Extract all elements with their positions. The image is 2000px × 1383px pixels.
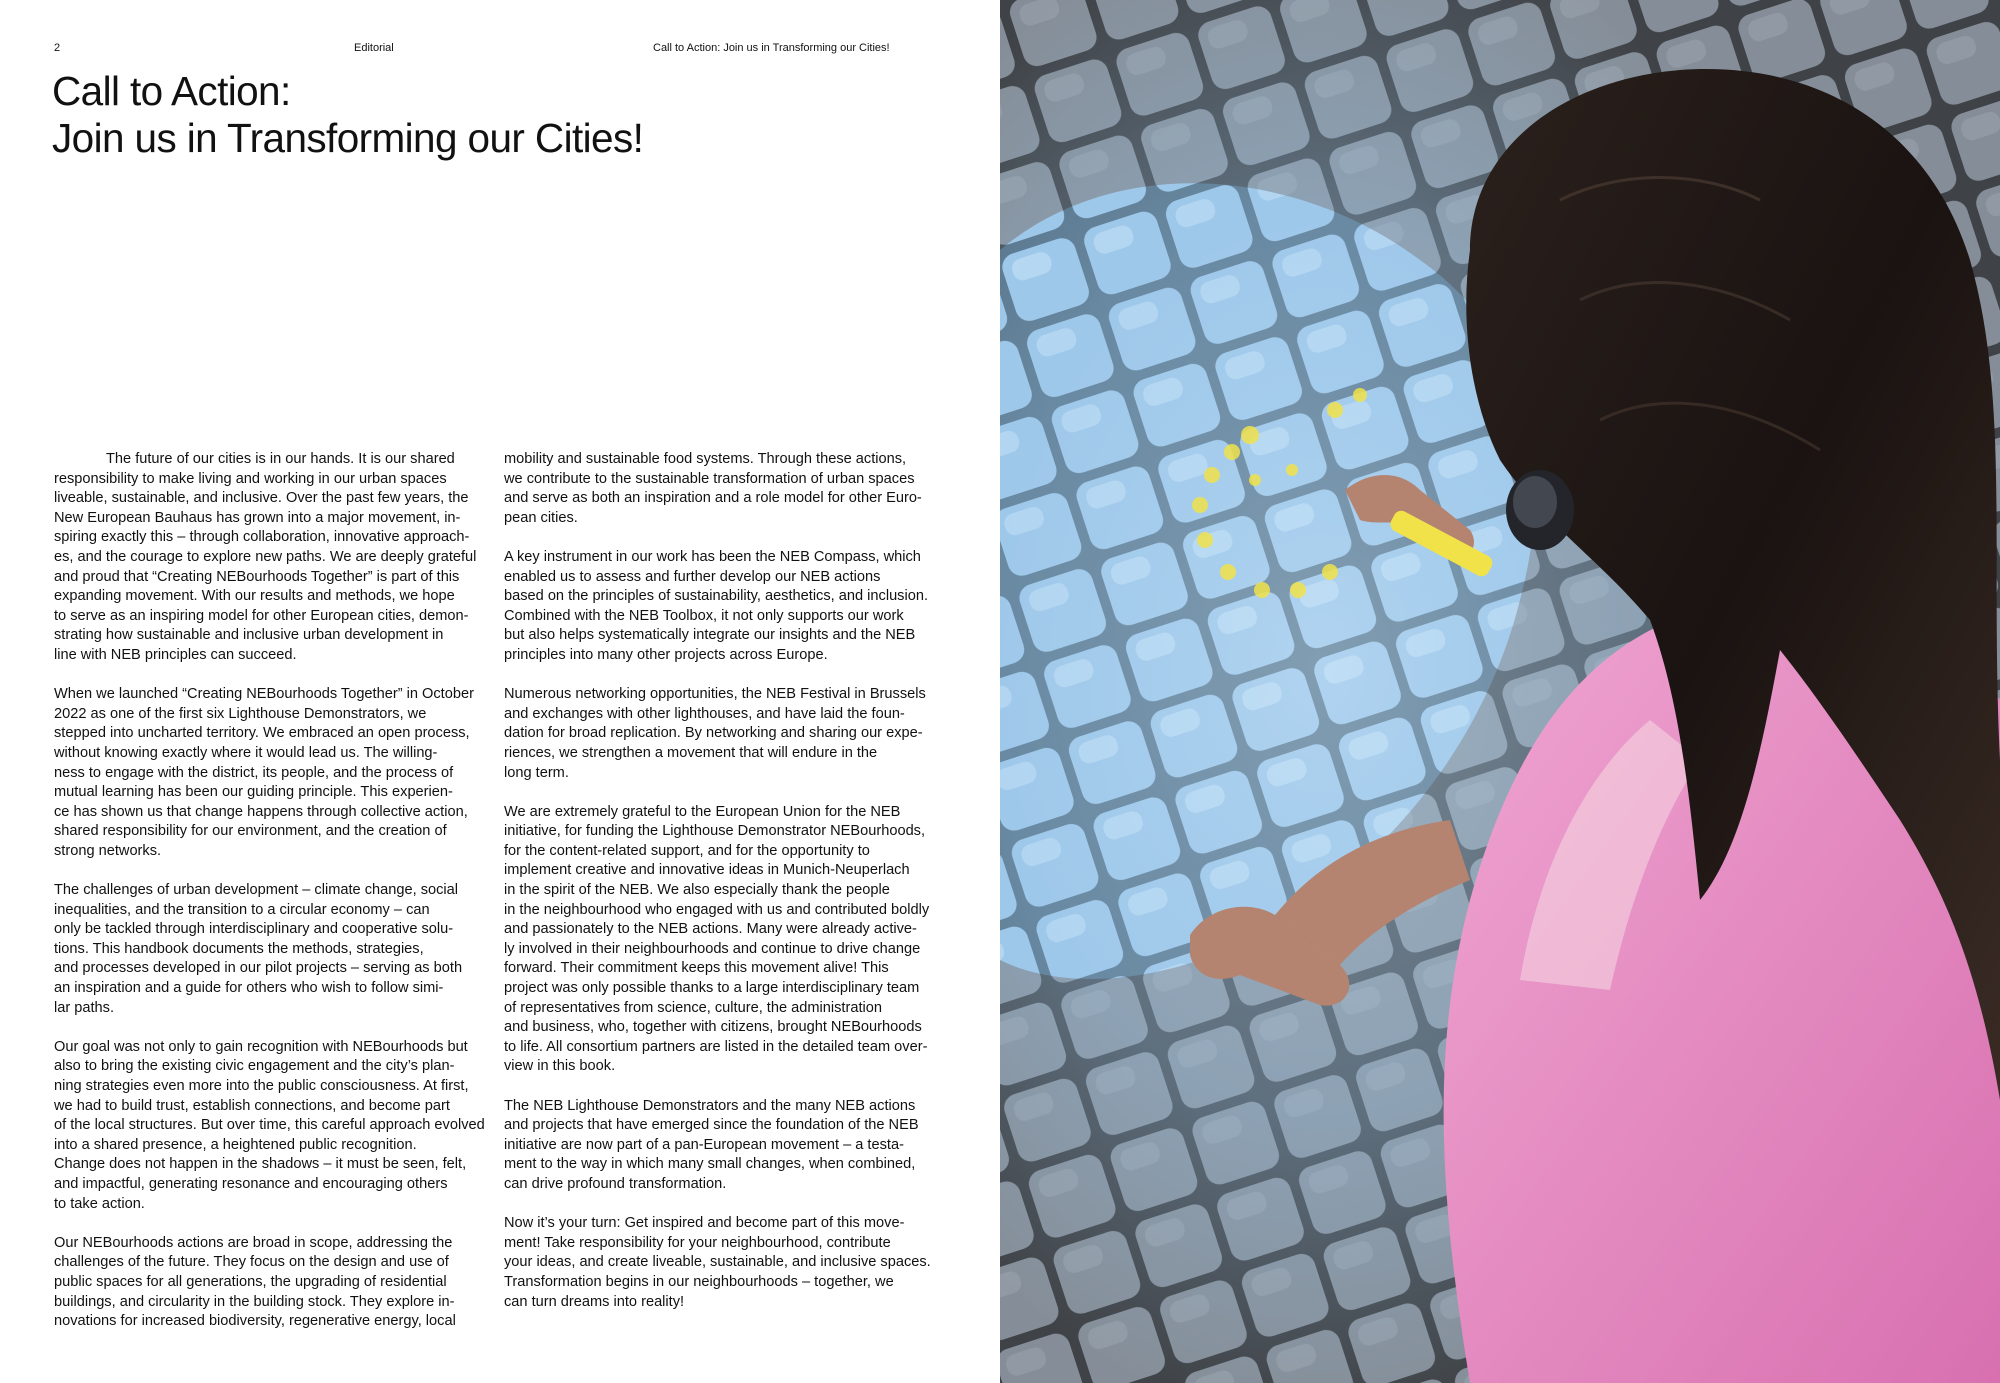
text-line: responsibility to make living and working in our urban spaces — [54, 470, 447, 487]
text-line: mobility and sustainable food systems. Through these actions, — [504, 451, 907, 467]
text-line: without knowing exactly where it would lead us. The willing- — [54, 744, 438, 761]
text-line: also to bring the existing civic engagement and the city’s plan- — [54, 1058, 455, 1075]
text-line: for the content-related support, and for the opportunity to — [504, 842, 870, 859]
text-line: liveable, sustainable, and inclusive. Over the past few years, the — [54, 490, 469, 507]
text-line: implement creative and innovative ideas in Munich-Neuperlach — [504, 862, 910, 879]
text-line: and serve as both an inspiration and a role model for other Euro- — [504, 490, 922, 507]
text-line: We are extremely grateful to the European Union for the NEB — [504, 803, 901, 820]
running-title: Call to Action: Join us in Transforming our Cities! — [653, 42, 890, 54]
text-line: based on the principles of sustainability, aesthetics, and inclusion. — [504, 588, 929, 605]
photo-girl-drawing-chalk — [1000, 0, 2000, 1383]
text-line: view in this book. — [504, 1058, 616, 1075]
text-line: ness to engage with the district, its people, and the process of — [54, 764, 454, 781]
text-line: New European Bauhaus has grown into a major movement, in- — [54, 509, 461, 526]
text-line: can drive profound transformation. — [504, 1175, 727, 1192]
text-line: mutual learning has been our guiding principle. This experien- — [54, 784, 453, 801]
text-line: pean cities. — [504, 509, 578, 526]
text-line: of the local structures. But over time, this careful approach evolved — [54, 1117, 485, 1134]
text-line: long term. — [504, 764, 569, 781]
text-line: and processes developed in our pilot projects – serving as both — [54, 960, 463, 977]
text-line: Numerous networking opportunities, the NEB Festival in Brussels — [504, 686, 926, 703]
body-paragraph — [54, 1038, 496, 1214]
text-line: forward. Their commitment keeps this movement alive! This — [504, 960, 889, 977]
text-line: only be tackled through interdisciplinary and cooperative solu- — [54, 921, 454, 938]
text-line: Now it’s your turn: Get inspired and become part of this move- — [504, 1215, 905, 1232]
girl-drawing-with-chalk-on-cobblestones-icon — [1000, 0, 2000, 1383]
body-paragraph — [504, 548, 946, 666]
text-line: Combined with the NEB Toolbox, it not only supports our work — [504, 607, 904, 624]
text-line: Change does not happen in the shadows – it must be seen, felt, — [54, 1156, 467, 1173]
text-line: initiative are now part of a pan-European movement – a testa- — [504, 1136, 904, 1153]
page-number: 2 — [54, 42, 61, 54]
text-line: ment to the way in which many small changes, when combined, — [504, 1156, 916, 1173]
text-line: but also helps systematically integrate our insights and the NEB — [504, 627, 916, 644]
text-line: ment! Take responsibility for your neighbourhood, contribute — [504, 1234, 891, 1251]
text-line: enabled us to assess and further develop our NEB actions — [504, 568, 881, 585]
text-line: in the spirit of the NEB. We also especially thank the people — [504, 882, 890, 899]
text-line: public spaces for all generations, the upgrading of residential — [54, 1273, 447, 1290]
title-line-1: Call to Action: — [52, 68, 291, 114]
text-line: and proud that “Creating NEBourhoods Together” is part of this — [54, 568, 460, 585]
text-line: and exchanges with other lighthouses, and have laid the foun- — [504, 705, 905, 722]
text-line: A key instrument in our work has been the NEB Compass, which — [504, 548, 921, 565]
text-line: expanding movement. With our results and methods, we hope — [54, 588, 455, 605]
text-line: The future of our cities is in our hands. It is our shared — [106, 451, 455, 467]
body-paragraph — [504, 1214, 946, 1312]
text-line: of representatives from science, culture, the administration — [504, 999, 882, 1016]
text-column-left — [54, 450, 496, 1351]
body-paragraph — [54, 881, 496, 1018]
text-column-right — [504, 450, 946, 1332]
text-line: an inspiration and a guide for others who wish to follow simi- — [54, 980, 444, 997]
text-line: es, and the courage to explore new paths. We are deeply grateful — [54, 548, 477, 565]
text-line: The challenges of urban development – climate change, social — [54, 882, 459, 899]
body-paragraph — [504, 803, 946, 1077]
text-line: and passionately to the NEB actions. Many were already active- — [504, 921, 917, 938]
text-line: ce has shown us that change happens through collective action, — [54, 803, 468, 820]
text-line: initiative, for funding the Lighthouse Demonstrator NEBourhoods, — [504, 823, 926, 840]
body-paragraph — [504, 685, 946, 783]
title-line-2: Join us in Transforming our Cities! — [52, 115, 644, 161]
text-line: to serve as an inspiring model for other European cities, demon- — [54, 607, 469, 624]
text-line: challenges of the future. They focus on the design and use of — [54, 1254, 449, 1271]
text-line: strating how sustainable and inclusive urban development in — [54, 627, 444, 644]
text-line: When we launched “Creating NEBourhoods Together” in October — [54, 686, 474, 703]
text-line: 2022 as one of the first six Lighthouse Demonstrators, we — [54, 705, 427, 722]
body-paragraph — [54, 1234, 496, 1332]
body-paragraph — [504, 450, 946, 528]
text-line: Transformation begins in our neighbourhoods – together, we — [504, 1273, 894, 1290]
text-line: Our NEBourhoods actions are broad in scope, addressing the — [54, 1234, 453, 1251]
body-paragraph — [504, 1097, 946, 1195]
text-line: line with NEB principles can succeed. — [54, 646, 297, 663]
text-line: shared responsibility for our environment, and the creation of — [54, 823, 447, 840]
text-line: lar paths. — [54, 999, 115, 1016]
text-line: in the neighbourhood who engaged with us and contributed boldly — [504, 901, 930, 918]
text-line: and impactful, generating resonance and encouraging others — [54, 1175, 448, 1192]
text-line: we contribute to the sustainable transformation of urban spaces — [504, 470, 915, 487]
text-line: into a shared presence, a heightened public recognition. — [54, 1136, 417, 1153]
page-title — [52, 68, 643, 162]
text-line: The NEB Lighthouse Demonstrators and the many NEB actions — [504, 1097, 916, 1114]
text-line: novations for increased biodiversity, regenerative energy, local — [54, 1313, 456, 1330]
text-line: ly involved in their neighbourhoods and continue to drive change — [504, 940, 921, 957]
text-line: your ideas, and create liveable, sustainable, and inclusive spaces. — [504, 1254, 931, 1271]
text-line: spiring exactly this – through collaboration, innovative approach- — [54, 529, 470, 546]
text-line: inequalities, and the transition to a circular economy – can — [54, 901, 430, 918]
text-line: Our goal was not only to gain recognition with NEBourhoods but — [54, 1038, 468, 1055]
text-line: tions. This handbook documents the methods, strategies, — [54, 940, 424, 957]
section-label: Editorial — [354, 42, 394, 54]
text-line: principles into many other projects across Europe. — [504, 646, 828, 663]
text-line: riences, we strengthen a movement that will endure in the — [504, 744, 878, 761]
text-line: we had to build trust, establish connections, and become part — [54, 1097, 450, 1114]
text-line: to life. All consortium partners are listed in the detailed team over- — [504, 1038, 928, 1055]
body-paragraph — [54, 450, 496, 666]
text-line: can turn dreams into reality! — [504, 1293, 685, 1310]
text-line: and projects that have emerged since the foundation of the NEB — [504, 1117, 919, 1134]
text-line: and business, who, together with citizens, brought NEBourhoods — [504, 1019, 922, 1036]
text-line: to take action. — [54, 1195, 145, 1212]
text-line: stepped into uncharted territory. We embraced an open process, — [54, 725, 470, 742]
text-line: dation for broad replication. By networking and sharing our expe- — [504, 725, 923, 742]
text-line: buildings, and circularity in the building stock. They explore in- — [54, 1293, 455, 1310]
text-line: project was only possible thanks to a large interdisciplinary team — [504, 980, 920, 997]
text-line: ning strategies even more into the public consciousness. At first, — [54, 1078, 469, 1094]
body-paragraph — [54, 685, 496, 861]
text-line: strong networks. — [54, 842, 162, 859]
